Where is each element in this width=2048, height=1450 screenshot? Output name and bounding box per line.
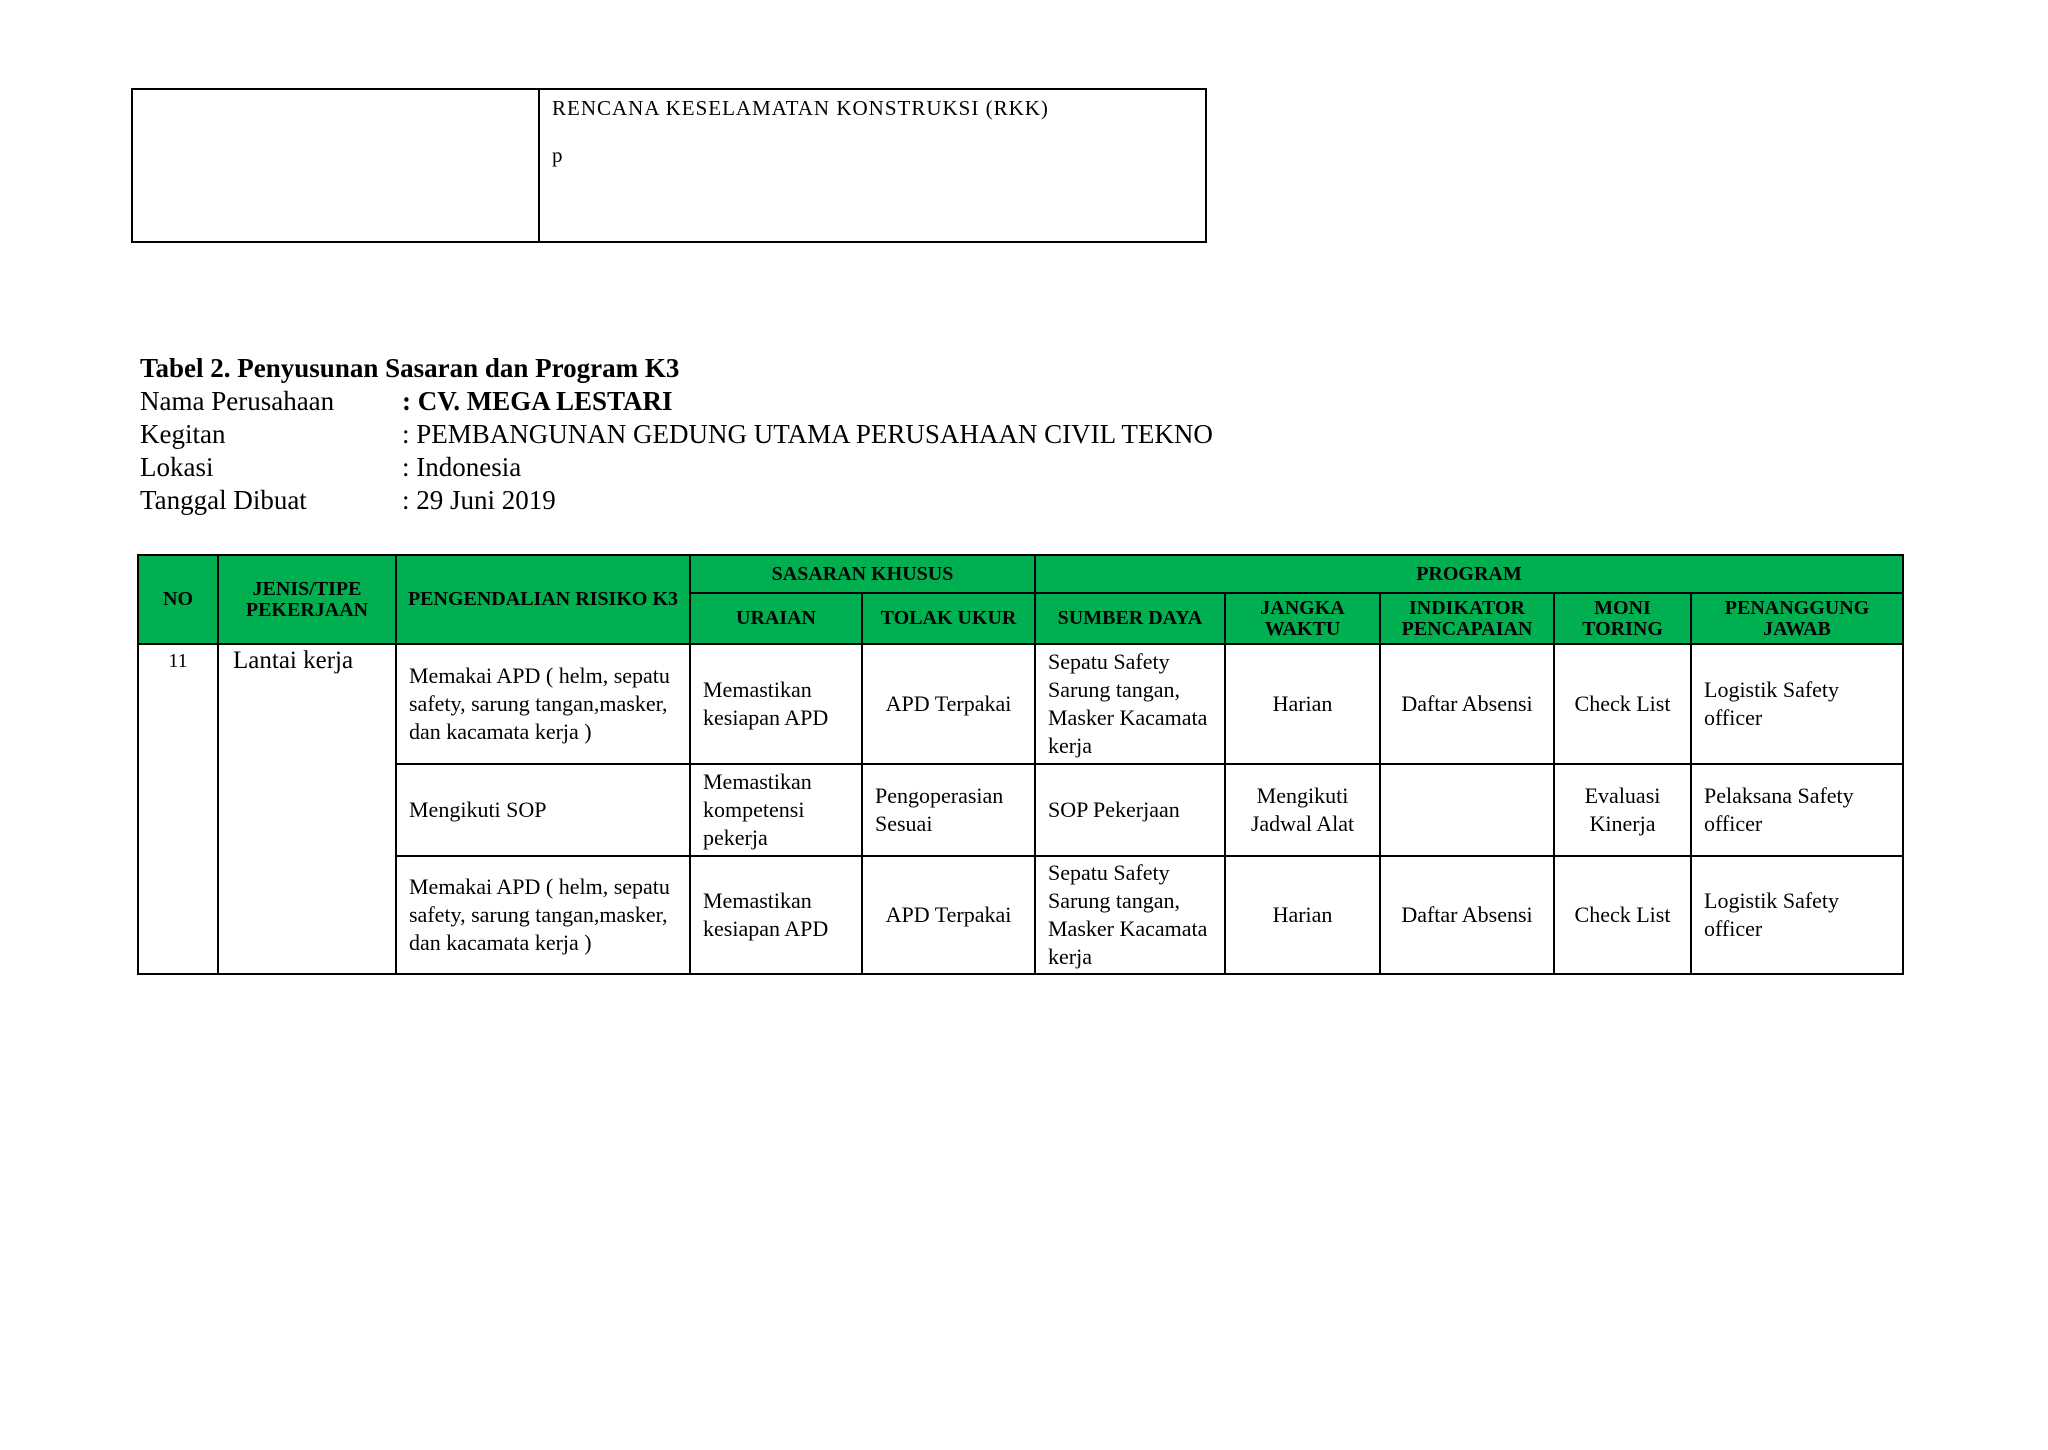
col-header-sumber: SUMBER DAYA xyxy=(1035,593,1225,644)
cell-tolak: APD Terpakai xyxy=(862,644,1035,764)
cell-pengendalian: Memakai APD ( helm, sepatu safety, sarung tangan,masker, dan kacamata kerja ) xyxy=(396,856,690,974)
cell-jangka: Mengikuti Jadwal Alat xyxy=(1225,764,1380,856)
table-caption: Tabel 2. Penyusunan Sasaran dan Program K3 xyxy=(140,353,680,383)
cell-sumber: Sepatu Safety Sarung tangan, Masker Kacamata kerja xyxy=(1035,856,1225,974)
logo-area xyxy=(133,90,540,241)
document-header-box xyxy=(131,88,1207,243)
cell-uraian: Memastikan kesiapan APD xyxy=(690,644,862,764)
info-label: Lokasi xyxy=(140,452,214,482)
header-text-area xyxy=(540,90,1205,241)
col-header-program: PROGRAM xyxy=(1035,555,1903,593)
info-row-location xyxy=(140,451,1213,484)
cell-uraian: Memastikan kesiapan APD xyxy=(690,856,862,974)
col-header-uraian: URAIAN xyxy=(690,593,862,644)
header-row-1 xyxy=(138,555,1903,593)
info-label: Tanggal Dibuat xyxy=(140,485,307,515)
header-title: RENCANA KESELAMATAN KONSTRUKSI (RKK) xyxy=(552,96,1049,120)
k3-program-table xyxy=(137,554,1904,975)
header-subtitle: p xyxy=(552,143,563,167)
cell-penanggung: Pelaksana Safety officer xyxy=(1691,764,1903,856)
cell-sumber: Sepatu Safety Sarung tangan, Masker Kacamata kerja xyxy=(1035,644,1225,764)
cell-moni: Evaluasi Kinerja xyxy=(1554,764,1691,856)
col-header-jangka: JANGKA WAKTU xyxy=(1225,593,1380,644)
cell-jangka: Harian xyxy=(1225,856,1380,974)
info-row-company xyxy=(140,385,1213,418)
cell-no: 11 xyxy=(138,644,218,974)
col-header-jenis: JENIS/TIPE PEKERJAAN xyxy=(218,555,396,644)
info-value: : CV. MEGA LESTARI xyxy=(402,386,673,416)
info-value: : 29 Juni 2019 xyxy=(402,485,556,515)
col-header-tolak: TOLAK UKUR xyxy=(862,593,1035,644)
cell-tolak: APD Terpakai xyxy=(862,856,1035,974)
info-value: : Indonesia xyxy=(402,452,522,482)
cell-tolak: Pengoperasian Sesuai xyxy=(862,764,1035,856)
cell-penanggung: Logistik Safety officer xyxy=(1691,644,1903,764)
table-row xyxy=(138,644,1903,764)
cell-uraian: Memastikan kompetensi pekerja xyxy=(690,764,862,856)
info-value: : PEMBANGUNAN GEDUNG UTAMA PERUSAHAAN CIVIL TEKNO xyxy=(402,419,1213,449)
table-row xyxy=(138,856,1903,974)
col-header-indikator: INDIKATOR PENCAPAIAN xyxy=(1380,593,1554,644)
cell-indikator: Daftar Absensi xyxy=(1380,644,1554,764)
cell-penanggung: Logistik Safety officer xyxy=(1691,856,1903,974)
cell-pengendalian: Memakai APD ( helm, sepatu safety, sarung tangan,masker, dan kacamata kerja ) xyxy=(396,644,690,764)
info-row-activity xyxy=(140,418,1213,451)
cell-sumber: SOP Pekerjaan xyxy=(1035,764,1225,856)
cell-moni: Check List xyxy=(1554,856,1691,974)
cell-moni: Check List xyxy=(1554,644,1691,764)
info-label: Nama Perusahaan xyxy=(140,386,335,416)
col-header-no: NO xyxy=(138,555,218,644)
cell-indikator xyxy=(1380,764,1554,856)
cell-jangka: Harian xyxy=(1225,644,1380,764)
table-row xyxy=(138,764,1903,856)
col-header-pengendalian: PENGENDALIAN RISIKO K3 xyxy=(396,555,690,644)
info-label: Kegitan xyxy=(140,419,226,449)
info-row-date xyxy=(140,484,1213,517)
cell-jenis: Lantai kerja xyxy=(218,644,396,974)
cell-indikator: Daftar Absensi xyxy=(1380,856,1554,974)
table-info-block xyxy=(140,352,1213,517)
col-header-moni: MONI TORING xyxy=(1554,593,1691,644)
col-header-sasaran: SASARAN KHUSUS xyxy=(690,555,1035,593)
col-header-penanggung: PENANGGUNG JAWAB xyxy=(1691,593,1903,644)
cell-pengendalian: Mengikuti SOP xyxy=(396,764,690,856)
